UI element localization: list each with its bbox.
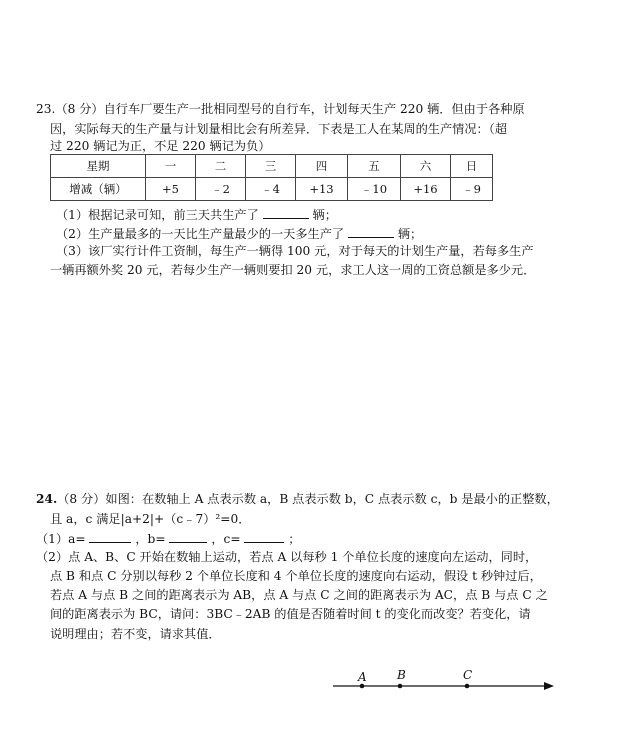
number-line-arrow-icon: [544, 682, 554, 690]
q24-sub1-a-label: （1）a=: [36, 532, 86, 546]
table-cell: 五: [348, 155, 401, 178]
q24-sub1-b-label: ，b=: [135, 532, 166, 546]
table-cell: +13: [296, 178, 348, 201]
q24-sub1-end: ；: [288, 532, 301, 546]
production-table: [50, 154, 493, 201]
q24-sub2-line1: （2）点 A、B、C 开始在数轴上运动，若点 A 以每秒 1 个单位长度的速度向左运动，同时，: [36, 550, 538, 564]
q24-sub2-line4: 间的距离表示为 BC，请问：3BC﹣2AB 的值是否随着时间 t 的变化而改变？若变化，请: [50, 607, 531, 621]
q23-sub1-end: 辆；: [312, 208, 337, 222]
table-row: [51, 178, 493, 201]
q24-number: 24.: [36, 492, 58, 506]
table-cell: 星期: [51, 155, 146, 178]
table-cell: 三: [246, 155, 296, 178]
q24-sub2-line3: 若点 A 与点 B 之间的距离表示为 AB，点 A 与点 C 之间的距离表示为 AC，点 B 与点 C 之: [50, 588, 548, 602]
table-cell: 四: [296, 155, 348, 178]
q24-sub1-c-label: ，c=: [211, 532, 241, 546]
q23-sub2: [56, 225, 422, 242]
table-cell: ﹣4: [246, 178, 296, 201]
point-a-dot: [360, 684, 365, 689]
q24-sub1: [36, 530, 300, 547]
table-cell: ﹣9: [451, 178, 493, 201]
point-c-label: C: [463, 668, 473, 682]
answer-blank[interactable]: [348, 225, 394, 238]
answer-blank[interactable]: [263, 206, 309, 219]
table-cell: 六: [401, 155, 451, 178]
point-b-dot: [398, 684, 403, 689]
answer-blank-a[interactable]: [89, 530, 131, 543]
q23-sub3-line1: （3）该厂实行计件工资制，每生产一辆得 100 元，对于每天的计划生产量，若每多生产: [56, 244, 534, 258]
q23-sub1-text: （1）根据记录可知，前三天共生产了: [56, 208, 259, 222]
point-c-dot: [465, 684, 470, 689]
point-b-label: B: [397, 668, 406, 682]
answer-blank-b[interactable]: [169, 530, 207, 543]
table-cell: +16: [401, 178, 451, 201]
table-cell: ﹣2: [196, 178, 246, 201]
table-cell: 二: [196, 155, 246, 178]
table-cell: 一: [146, 155, 196, 178]
q24-intro-line2: 且 a，c 满足|a+2|+（c﹣7）²=0．: [50, 512, 251, 526]
q23-intro-line3: 过 220 辆记为正，不足 220 辆记为负）: [50, 139, 271, 153]
q23-sub3-line2: 一辆再额外奖 20 元，若每少生产一辆则要扣 20 元，求工人这一周的工资总额是多少元．: [50, 263, 536, 277]
q24-sub2-line5: 说明理由；若不变，请求其值．: [50, 627, 221, 641]
point-a-label: A: [358, 670, 367, 684]
q24-intro-line1: [36, 491, 559, 507]
table-header-row: [51, 155, 493, 178]
q23-sub2-end: 辆；: [397, 227, 423, 241]
table-cell: +5: [146, 178, 196, 201]
table-cell: 增减（辆）: [51, 178, 146, 201]
answer-blank-c[interactable]: [244, 530, 284, 543]
table-cell: 日: [451, 155, 493, 178]
q23-sub1: [56, 206, 337, 223]
q23-intro-line1: 23.（8 分）自行车厂要生产一批相同型号的自行车，计划每天生产 220 辆．但由于各种原: [36, 102, 525, 116]
q24-sub2-line2: 点 B 和点 C 分别以每秒 2 个单位长度和 4 个单位长度的速度向右运动，假设 t 秒钟过后，: [50, 569, 542, 583]
q23-intro-line2: 因，实际每天的生产量与计划量相比会有所差异．下表是工人在某周的生产情况：（超: [50, 122, 508, 136]
q23-sub2-text: （2）生产量最多的一天比生产量最少的一天多生产了: [56, 227, 345, 241]
q24-intro-text: （8 分）如图：在数轴上 A 点表示数 a，B 点表示数 b，C 点表示数 c，b 是最小的正整数，: [57, 492, 559, 506]
table-cell: ﹣10: [348, 178, 401, 201]
